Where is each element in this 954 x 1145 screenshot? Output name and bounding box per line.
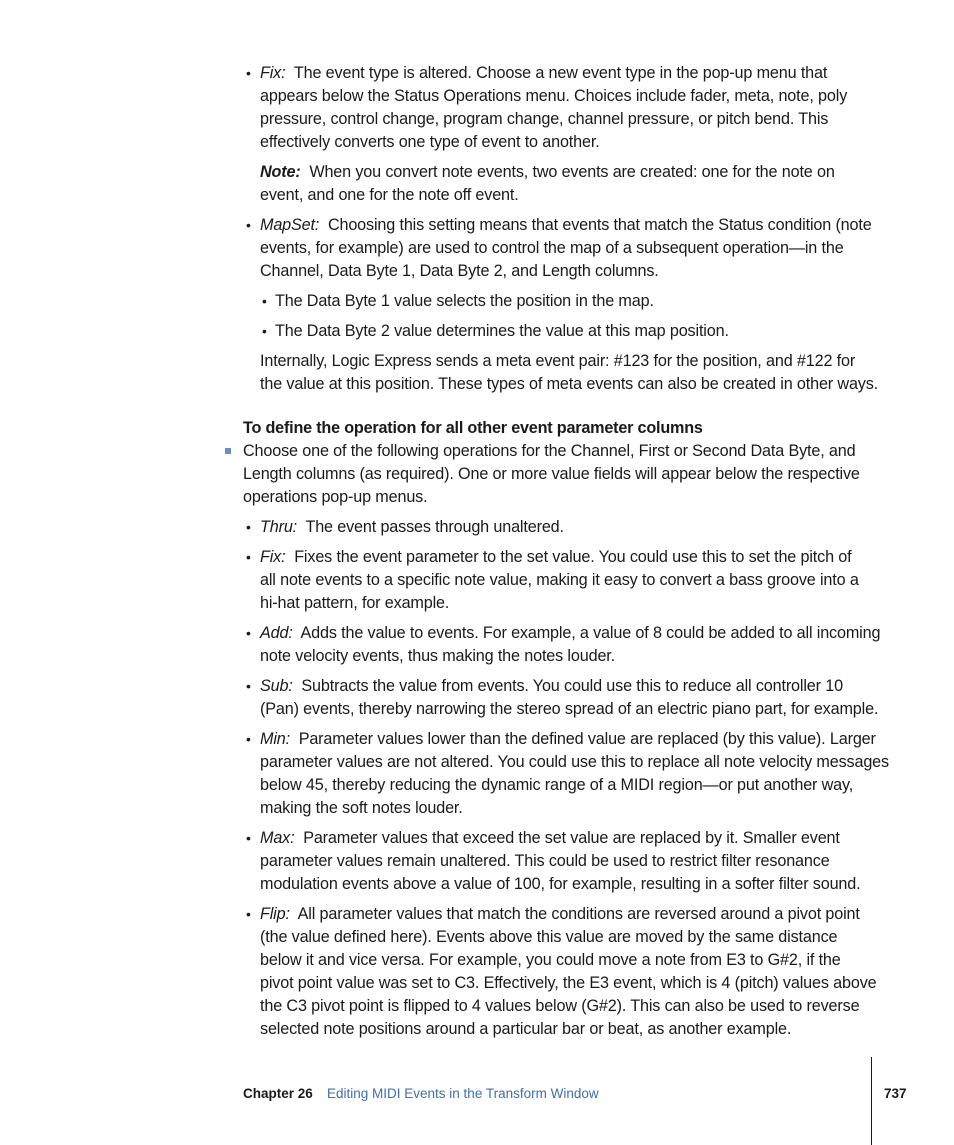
text-line: pressure, control change, program change, channel pressure, or pitch bend. This [260, 110, 829, 128]
footer-divider [871, 1057, 872, 1145]
term-add: Add: [260, 624, 293, 642]
text-line: event, and one for the note off event. [260, 186, 519, 204]
text-line: events, for example) are used to control the map of a subsequent operation—in the [260, 239, 844, 257]
text-line: Channel, Data Byte 1, Data Byte 2, and Length columns. [260, 262, 659, 280]
text-line: Parameter values that exceed the set value are replaced by it. Smaller event [303, 829, 840, 847]
text-line: Parameter values lower than the defined value are replaced (by this value). Larger [298, 730, 876, 748]
text-line: effectively converts one type of event to another. [260, 133, 600, 151]
term-min: Min: [260, 730, 290, 748]
text-line: Subtracts the value from events. You could use this to reduce all controller 10 [301, 677, 843, 695]
bullet-dot: • [262, 323, 267, 339]
term-mapset: MapSet: [260, 216, 320, 234]
step-paragraph [243, 440, 893, 509]
term-sub: Sub: [260, 677, 293, 695]
text-line: below it and vice versa. For example, you could move a note from E3 to G#2, if the [260, 951, 841, 969]
note-paragraph [260, 161, 890, 207]
term-fix: Fix: [260, 64, 286, 82]
text-line: The Data Byte 2 value determines the value at this map position. [275, 322, 729, 340]
text-line: all note events to a specific note value, making it easy to convert a bass groove into a [260, 571, 859, 589]
text-line: Choosing this setting means that events that match the Status condition (note [327, 216, 872, 234]
footer-chapter-title: Editing MIDI Events in the Transform Window [327, 1086, 599, 1101]
text-line: When you convert note events, two events are created: one for the note on [309, 163, 835, 181]
term-thru: Thru: [260, 518, 298, 536]
text-line: Choose one of the following operations for the Channel, First or Second Data Byte, and [243, 442, 856, 460]
text-line: (the value defined here). Events above this value are moved by the same distance [260, 928, 838, 946]
text-line: Adds the value to events. For example, a value of 8 could be added to all incoming [300, 624, 881, 642]
text-line: the value at this position. These types of meta events can also be created in other ways. [260, 375, 879, 393]
internally-paragraph [260, 350, 900, 396]
text-line: (Pan) events, thereby narrowing the stereo spread of an electric piano part, for example. [260, 700, 879, 718]
bullet-dot: • [262, 293, 267, 309]
text-line: parameter values are not altered. You could use this to replace all note velocity messages [260, 753, 889, 771]
text-line: modulation events above a value of 100, for example, resulting in a softer filter sound. [260, 875, 861, 893]
bullet-dot: • [246, 519, 251, 535]
footer-chapter: Chapter 26 [243, 1086, 313, 1101]
text-line: appears below the Status Operations menu. Choices include fader, meta, note, poly [260, 87, 848, 105]
bullet-dot: • [246, 65, 251, 81]
text-line: selected note positions around a particular bar or beat, as another example. [260, 1020, 792, 1038]
bullet-dot: • [246, 906, 251, 922]
text-line: Fixes the event parameter to the set value. You could use this to set the pitch of [294, 548, 852, 566]
bullet-dot: • [246, 625, 251, 641]
text-line: All parameter values that match the conditions are reversed around a pivot point [297, 905, 860, 923]
bullet-dot: • [246, 830, 251, 846]
text-line: Internally, Logic Express sends a meta event pair: #123 for the position, and #122 for [260, 352, 856, 370]
text-line: note velocity events, thus making the notes louder. [260, 647, 615, 665]
bullet-dot: • [246, 217, 251, 233]
term-fix: Fix: [260, 548, 286, 566]
bullet-dot: • [246, 731, 251, 747]
text-line: parameter values remain unaltered. This could be used to restrict filter resonance [260, 852, 830, 870]
text-line: hi-hat pattern, for example. [260, 594, 450, 612]
text-line: The event type is altered. Choose a new event type in the pop-up menu that [293, 64, 828, 82]
text-line: the C3 pivot point is flipped to 4 values below (G#2). This can also be used to reverse [260, 997, 860, 1015]
bullet-dot: • [246, 678, 251, 694]
text-line: pivot point value was set to C3. Effectively, the E3 event, which is 4 (pitch) values above [260, 974, 877, 992]
text-line: making the soft notes louder. [260, 799, 463, 817]
term-flip: Flip: [260, 905, 290, 923]
text-line: Length columns (as required). One or more value fields will appear below the respective [243, 465, 860, 483]
term-max: Max: [260, 829, 295, 847]
text-line: below 45, thereby reducing the dynamic range of a MIDI region—or put another way, [260, 776, 854, 794]
task-heading: To define the operation for all other event parameter columns [243, 419, 703, 437]
text-line: operations pop-up menus. [243, 488, 428, 506]
text-line: The event passes through unaltered. [305, 518, 564, 536]
note-label: Note: [260, 163, 301, 181]
page-number: 737 [884, 1086, 907, 1101]
text-line: The Data Byte 1 value selects the position in the map. [275, 292, 654, 310]
bullet-dot: • [246, 549, 251, 565]
step-marker-icon [225, 448, 231, 454]
